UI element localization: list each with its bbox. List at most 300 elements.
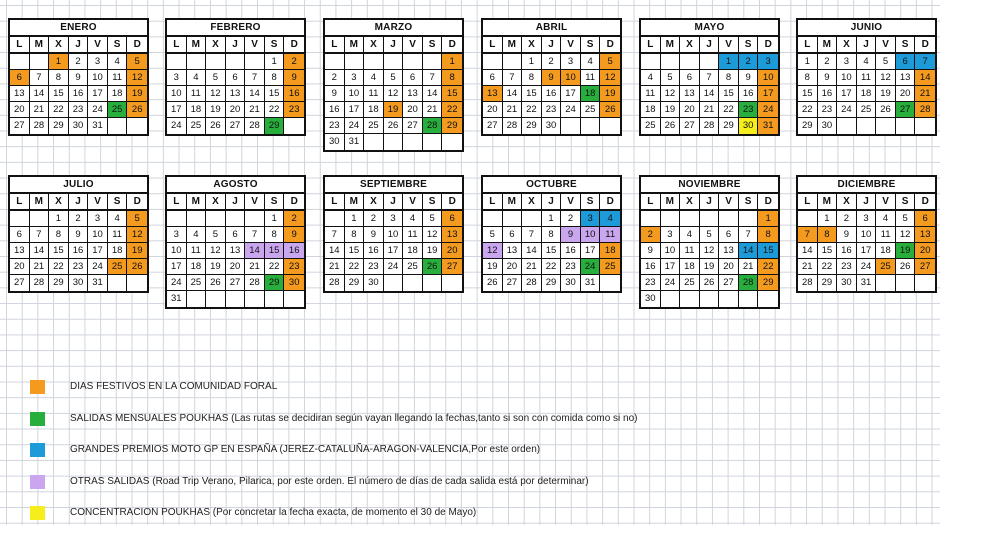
day-cell: 9 (739, 70, 759, 86)
day-cell: 13 (403, 86, 423, 102)
legend-label: SALIDAS MENSUALES POUKHAS (Las rutas se decidiran según vayan llegando la fechas,tanto si son con comida como si no) (70, 413, 638, 424)
day-cell: 29 (442, 118, 462, 134)
weekday-header: M (30, 194, 50, 211)
empty-day-cell (483, 54, 503, 70)
month-days-grid (641, 194, 778, 307)
weekday-header: S (108, 37, 128, 54)
empty-day-cell (739, 211, 759, 227)
empty-day-cell (739, 291, 759, 307)
empty-day-cell (719, 291, 739, 307)
day-cell: 27 (896, 102, 916, 118)
day-cell: 21 (522, 259, 542, 275)
weekday-header: M (30, 37, 50, 54)
day-cell: 17 (384, 243, 404, 259)
day-cell: 20 (503, 259, 523, 275)
day-cell: 20 (10, 102, 30, 118)
weekday-header: M (818, 194, 838, 211)
day-cell: 24 (88, 259, 108, 275)
day-cell: 25 (581, 102, 601, 118)
empty-day-cell (442, 134, 462, 150)
month-days-grid (798, 37, 935, 134)
day-cell: 11 (364, 86, 384, 102)
weekday-header: M (345, 37, 365, 54)
month-junio (796, 18, 937, 136)
day-cell: 25 (108, 102, 128, 118)
empty-day-cell (522, 211, 542, 227)
day-cell: 24 (758, 102, 778, 118)
day-cell: 12 (423, 227, 443, 243)
weekday-header: V (876, 37, 896, 54)
day-cell: 23 (739, 102, 759, 118)
day-cell: 14 (245, 86, 265, 102)
day-cell: 26 (423, 259, 443, 275)
day-cell: 9 (542, 70, 562, 86)
empty-day-cell (30, 211, 50, 227)
day-cell: 17 (167, 102, 187, 118)
day-cell: 12 (384, 86, 404, 102)
day-cell: 12 (896, 227, 916, 243)
day-cell: 4 (876, 211, 896, 227)
weekday-header: V (876, 194, 896, 211)
day-cell: 29 (542, 275, 562, 291)
day-cell: 16 (739, 86, 759, 102)
empty-day-cell (108, 118, 128, 134)
day-cell: 21 (325, 259, 345, 275)
day-cell: 13 (226, 243, 246, 259)
day-cell: 20 (483, 102, 503, 118)
day-cell: 14 (503, 86, 523, 102)
day-cell: 22 (542, 259, 562, 275)
empty-day-cell (483, 211, 503, 227)
weekday-header: V (719, 194, 739, 211)
day-cell: 23 (561, 259, 581, 275)
weekday-header: M (661, 194, 681, 211)
day-cell: 14 (423, 86, 443, 102)
day-cell: 26 (661, 118, 681, 134)
day-cell: 30 (325, 134, 345, 150)
day-cell: 8 (719, 70, 739, 86)
weekday-header: V (245, 194, 265, 211)
day-cell: 15 (265, 86, 285, 102)
day-cell: 6 (10, 227, 30, 243)
day-cell: 2 (284, 211, 304, 227)
day-cell: 2 (284, 54, 304, 70)
empty-day-cell (187, 54, 207, 70)
empty-day-cell (876, 275, 896, 291)
month-days-grid (798, 194, 935, 291)
weekday-header: L (167, 37, 187, 54)
day-cell: 20 (680, 102, 700, 118)
day-cell: 11 (403, 227, 423, 243)
day-cell: 17 (88, 243, 108, 259)
day-cell: 24 (384, 259, 404, 275)
day-cell: 28 (30, 275, 50, 291)
empty-day-cell (187, 291, 207, 307)
day-cell: 10 (857, 227, 877, 243)
month-abril (481, 18, 622, 136)
weekday-header: D (127, 37, 147, 54)
day-cell: 7 (30, 70, 50, 86)
empty-day-cell (600, 118, 620, 134)
day-cell: 13 (483, 86, 503, 102)
day-cell: 14 (739, 243, 759, 259)
month-days-grid (483, 194, 620, 291)
day-cell: 10 (561, 70, 581, 86)
weekday-header: M (345, 194, 365, 211)
day-cell: 23 (364, 259, 384, 275)
day-cell: 20 (226, 102, 246, 118)
weekday-header: J (700, 194, 720, 211)
weekday-header: M (187, 194, 207, 211)
day-cell: 30 (69, 275, 89, 291)
day-cell: 18 (108, 243, 128, 259)
day-cell: 16 (284, 243, 304, 259)
day-cell: 7 (503, 70, 523, 86)
day-cell: 29 (345, 275, 365, 291)
weekday-header: X (522, 37, 542, 54)
day-cell: 21 (30, 102, 50, 118)
weekday-header: S (265, 37, 285, 54)
day-cell: 30 (284, 275, 304, 291)
day-cell: 11 (187, 243, 207, 259)
weekday-header: J (69, 37, 89, 54)
day-cell: 23 (284, 102, 304, 118)
day-cell: 27 (503, 275, 523, 291)
day-cell: 27 (226, 275, 246, 291)
day-cell: 9 (69, 70, 89, 86)
month-days-grid (10, 194, 147, 291)
day-cell: 2 (739, 54, 759, 70)
weekday-header: L (325, 37, 345, 54)
weekday-header: J (857, 37, 877, 54)
day-cell: 18 (108, 86, 128, 102)
legend-swatch-blue (30, 443, 45, 457)
day-cell: 17 (345, 102, 365, 118)
day-cell: 3 (345, 70, 365, 86)
day-cell: 30 (69, 118, 89, 134)
day-cell: 16 (284, 86, 304, 102)
month-title: NOVIEMBRE (641, 177, 778, 194)
day-cell: 29 (265, 275, 285, 291)
empty-day-cell (661, 54, 681, 70)
empty-day-cell (325, 211, 345, 227)
day-cell: 23 (837, 259, 857, 275)
empty-day-cell (700, 211, 720, 227)
day-cell: 18 (403, 243, 423, 259)
day-cell: 6 (403, 70, 423, 86)
weekday-header: X (837, 194, 857, 211)
day-cell: 23 (542, 102, 562, 118)
day-cell: 7 (522, 227, 542, 243)
weekday-header: M (818, 37, 838, 54)
day-cell: 18 (680, 259, 700, 275)
weekday-header: L (641, 37, 661, 54)
month-title: MAYO (641, 20, 778, 37)
day-cell: 16 (641, 259, 661, 275)
day-cell: 10 (758, 70, 778, 86)
day-cell: 22 (798, 102, 818, 118)
weekday-header: V (403, 194, 423, 211)
month-febrero (165, 18, 306, 136)
day-cell: 4 (641, 70, 661, 86)
empty-day-cell (896, 118, 916, 134)
day-cell: 3 (581, 211, 601, 227)
day-cell: 5 (876, 54, 896, 70)
day-cell: 14 (915, 70, 935, 86)
day-cell: 15 (798, 86, 818, 102)
weekday-header: L (483, 194, 503, 211)
day-cell: 14 (798, 243, 818, 259)
day-cell: 21 (30, 259, 50, 275)
empty-day-cell (641, 54, 661, 70)
empty-day-cell (661, 291, 681, 307)
day-cell: 28 (30, 118, 50, 134)
month-days-grid (325, 194, 462, 291)
day-cell: 8 (818, 227, 838, 243)
day-cell: 13 (226, 86, 246, 102)
day-cell: 2 (69, 54, 89, 70)
day-cell: 2 (542, 54, 562, 70)
weekday-header: S (739, 194, 759, 211)
day-cell: 18 (641, 102, 661, 118)
day-cell: 12 (600, 70, 620, 86)
day-cell: 15 (345, 243, 365, 259)
day-cell: 18 (857, 86, 877, 102)
day-cell: 1 (798, 54, 818, 70)
weekday-header: L (798, 194, 818, 211)
day-cell: 21 (700, 102, 720, 118)
empty-day-cell (503, 54, 523, 70)
day-cell: 26 (384, 118, 404, 134)
empty-day-cell (798, 211, 818, 227)
month-enero (8, 18, 149, 136)
day-cell: 5 (600, 54, 620, 70)
day-cell: 18 (187, 102, 207, 118)
empty-day-cell (108, 275, 128, 291)
day-cell: 19 (206, 102, 226, 118)
day-cell: 28 (700, 118, 720, 134)
day-cell: 8 (265, 227, 285, 243)
day-cell: 10 (384, 227, 404, 243)
day-cell: 22 (442, 102, 462, 118)
day-cell: 24 (837, 102, 857, 118)
month-days-grid (10, 37, 147, 134)
day-cell: 4 (600, 211, 620, 227)
day-cell: 1 (818, 211, 838, 227)
weekday-header: L (798, 37, 818, 54)
day-cell: 25 (364, 118, 384, 134)
weekday-header: X (680, 194, 700, 211)
empty-day-cell (245, 291, 265, 307)
day-cell: 16 (542, 86, 562, 102)
empty-day-cell (30, 54, 50, 70)
weekday-header: X (837, 37, 857, 54)
day-cell: 23 (818, 102, 838, 118)
day-cell: 17 (857, 243, 877, 259)
day-cell: 13 (915, 227, 935, 243)
day-cell: 8 (265, 70, 285, 86)
day-cell: 31 (581, 275, 601, 291)
day-cell: 26 (127, 259, 147, 275)
empty-day-cell (206, 211, 226, 227)
day-cell: 27 (915, 259, 935, 275)
weekday-header: D (915, 194, 935, 211)
day-cell: 28 (423, 118, 443, 134)
day-cell: 24 (581, 259, 601, 275)
day-cell: 19 (206, 259, 226, 275)
weekday-header: V (561, 194, 581, 211)
day-cell: 7 (423, 70, 443, 86)
day-cell: 1 (442, 54, 462, 70)
weekday-header: L (483, 37, 503, 54)
day-cell: 5 (384, 70, 404, 86)
empty-day-cell (206, 54, 226, 70)
day-cell: 7 (700, 70, 720, 86)
weekday-header: X (49, 194, 69, 211)
day-cell: 24 (561, 102, 581, 118)
empty-day-cell (915, 275, 935, 291)
day-cell: 12 (206, 86, 226, 102)
day-cell: 9 (818, 70, 838, 86)
weekday-header: X (49, 37, 69, 54)
day-cell: 9 (284, 70, 304, 86)
month-title: MARZO (325, 20, 462, 37)
day-cell: 15 (542, 243, 562, 259)
day-cell: 3 (88, 211, 108, 227)
day-cell: 31 (857, 275, 877, 291)
day-cell: 8 (522, 70, 542, 86)
weekday-header: J (384, 37, 404, 54)
month-title: FEBRERO (167, 20, 304, 37)
legend-label: OTRAS SALIDAS (Road Trip Verano, Pilarica, por este orden. El número de días de cada salida está por determinar) (70, 476, 589, 487)
day-cell: 2 (641, 227, 661, 243)
empty-day-cell (403, 275, 423, 291)
day-cell: 3 (857, 211, 877, 227)
day-cell: 16 (325, 102, 345, 118)
legend-swatch-green (30, 412, 45, 426)
weekday-header: M (661, 37, 681, 54)
day-cell: 14 (700, 86, 720, 102)
month-title: JULIO (10, 177, 147, 194)
day-cell: 24 (857, 259, 877, 275)
day-cell: 17 (837, 86, 857, 102)
weekday-header: X (206, 37, 226, 54)
weekday-header: L (10, 194, 30, 211)
day-cell: 6 (680, 70, 700, 86)
day-cell: 3 (384, 211, 404, 227)
empty-day-cell (403, 134, 423, 150)
empty-day-cell (127, 275, 147, 291)
day-cell: 20 (226, 259, 246, 275)
day-cell: 28 (798, 275, 818, 291)
day-cell: 19 (127, 243, 147, 259)
weekday-header: X (364, 37, 384, 54)
weekday-header: J (384, 194, 404, 211)
day-cell: 4 (364, 70, 384, 86)
day-cell: 26 (600, 102, 620, 118)
day-cell: 15 (719, 86, 739, 102)
day-cell: 2 (837, 211, 857, 227)
legend-label: GRANDES PREMIOS MOTO GP EN ESPAÑA (JEREZ-CATALUÑA-ARAGON-VALENCIA,Por este orden) (70, 444, 541, 455)
day-cell: 6 (483, 70, 503, 86)
empty-day-cell (245, 54, 265, 70)
day-cell: 30 (837, 275, 857, 291)
day-cell: 19 (876, 86, 896, 102)
day-cell: 1 (265, 211, 285, 227)
empty-day-cell (915, 118, 935, 134)
day-cell: 10 (167, 86, 187, 102)
day-cell: 1 (265, 54, 285, 70)
day-cell: 23 (284, 259, 304, 275)
day-cell: 19 (423, 243, 443, 259)
day-cell: 20 (896, 86, 916, 102)
day-cell: 10 (581, 227, 601, 243)
empty-day-cell (127, 118, 147, 134)
empty-day-cell (325, 54, 345, 70)
day-cell: 29 (265, 118, 285, 134)
empty-day-cell (700, 291, 720, 307)
day-cell: 21 (423, 102, 443, 118)
empty-day-cell (423, 275, 443, 291)
empty-day-cell (384, 54, 404, 70)
day-cell: 31 (167, 291, 187, 307)
day-cell: 29 (49, 275, 69, 291)
day-cell: 21 (245, 102, 265, 118)
day-cell: 18 (364, 102, 384, 118)
day-cell: 16 (837, 243, 857, 259)
day-cell: 18 (187, 259, 207, 275)
day-cell: 10 (345, 86, 365, 102)
empty-day-cell (10, 211, 30, 227)
day-cell: 30 (739, 118, 759, 134)
day-cell: 3 (167, 227, 187, 243)
day-cell: 10 (88, 227, 108, 243)
empty-day-cell (896, 275, 916, 291)
empty-day-cell (284, 291, 304, 307)
day-cell: 28 (325, 275, 345, 291)
day-cell: 12 (127, 70, 147, 86)
day-cell: 22 (49, 102, 69, 118)
day-cell: 31 (88, 275, 108, 291)
day-cell: 25 (680, 275, 700, 291)
day-cell: 31 (758, 118, 778, 134)
empty-day-cell (680, 211, 700, 227)
day-cell: 9 (325, 86, 345, 102)
day-cell: 11 (581, 70, 601, 86)
day-cell: 15 (818, 243, 838, 259)
weekday-header: L (641, 194, 661, 211)
day-cell: 8 (442, 70, 462, 86)
day-cell: 14 (245, 243, 265, 259)
day-cell: 26 (896, 259, 916, 275)
day-cell: 26 (700, 275, 720, 291)
day-cell: 18 (876, 243, 896, 259)
day-cell: 27 (483, 118, 503, 134)
day-cell: 5 (127, 211, 147, 227)
day-cell: 22 (49, 259, 69, 275)
day-cell: 20 (719, 259, 739, 275)
day-cell: 29 (522, 118, 542, 134)
day-cell: 21 (503, 102, 523, 118)
weekday-header: X (522, 194, 542, 211)
empty-day-cell (284, 118, 304, 134)
day-cell: 5 (127, 54, 147, 70)
day-cell: 4 (187, 70, 207, 86)
day-cell: 11 (857, 70, 877, 86)
day-cell: 4 (187, 227, 207, 243)
empty-day-cell (680, 54, 700, 70)
day-cell: 7 (245, 70, 265, 86)
